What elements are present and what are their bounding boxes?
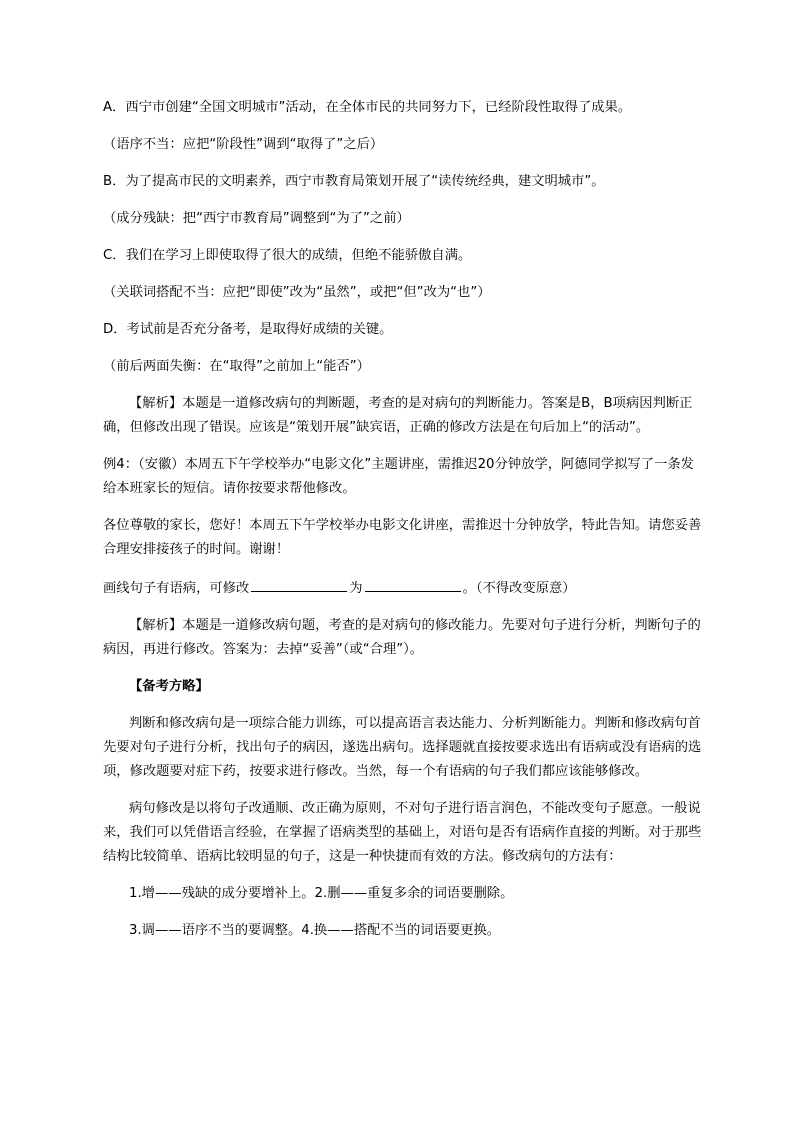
- option-c-note: （关联词搭配不当：应把“即使”改为“虽然”，或把“但”改为“也”）: [103, 285, 491, 300]
- analysis-paragraph-1: 【解析】本题是一道修改病句的判断题，考查的是对病句的判断能力。答案是B，B项病因判断正确，但修改出现了错误。应该是“策划开展”缺宾语，正确的修改方法是在句后加上“的活动”。: [103, 396, 693, 435]
- fill-mid: 为: [349, 581, 363, 596]
- method-line-2: 3.调——语序不当的要调整。4.换——搭配不当的词语要更换。: [129, 923, 501, 938]
- fill-in-line: [103, 575, 704, 601]
- sms-text: 各位尊敬的家长，您好！本周五下午学校举办电影文化讲座，需推迟十分钟放学，特此告知。请您妥善合理安排接孩子的时间。谢谢！: [103, 518, 702, 557]
- example-4-prompt: 例4：（安徽）本周五下午学校举办“电影文化”主题讲座，需推迟20分钟放学，阿德同学拟写了一条发给本班家长的短信。请你按要求帮他修改。: [103, 457, 694, 496]
- strategy-paragraph-1: 判断和修改病句是一项综合能力训练，可以提高语言表达能力、分析判断能力。判断和修改病句首先要对句子进行分析，找出句子的病因，遂选出病句。选择题就直接按要求选出有语病或没有语病的选项，修改题要对症下药，按要求进行修改。当然，每一个有语病的句子我们都应该能够修改。: [103, 716, 702, 779]
- strategy-paragraph-2: 病句修改是以将句子改通顺、改正确为原则，不对句子进行语言润色，不能改变句子愿意。一般说来，我们可以凭借语言经验，在掌握了语病类型的基础上，对语句是否有语病作直接的判断。对于那些结构比较简单、语病比较明显的句子，这是一种快捷而有效的方法。修改病句的方法有：: [103, 801, 702, 864]
- fill-suffix: 。（不得改变原意）: [462, 581, 576, 596]
- option-b-note: （成分残缺：把“西宁市教育局”调整到“为了”之前）: [103, 211, 410, 226]
- option-d: D．考试前是否充分备考，是取得好成绩的关键。: [103, 322, 393, 337]
- answer-blank-2[interactable]: [365, 575, 461, 592]
- fill-prefix: 画线句子有语病，可修改: [103, 581, 250, 596]
- option-a-note: （语序不当：应把“阶段性”调到“取得了”之后）: [103, 137, 384, 152]
- option-a: A．西宁市创建“全国文明城市”活动，在全体市民的共同努力下，已经阶段性取得了成果。: [103, 100, 632, 115]
- answer-blank-1[interactable]: [251, 575, 347, 592]
- analysis-paragraph-2: 【解析】本题是一道修改病句题，考查的是对病句的修改能力。先要对句子进行分析，判断句子的病因，再进行修改。答案为：去掉“妥善”（或“合理”）。: [103, 618, 701, 657]
- method-line-1: 1.增——残缺的成分要增补上。2.删——重复多余的词语要删除。: [129, 886, 514, 901]
- option-b: B．为了提高市民的文明素养，西宁市教育局策划开展了“读传统经典，建文明城市”。: [103, 174, 605, 189]
- option-c: C．我们在学习上即使取得了很大的成绩，但绝不能骄傲自满。: [103, 248, 472, 263]
- strategy-heading: 【备考方略】: [129, 679, 209, 694]
- option-d-note: （前后两面失衡：在“取得”之前加上“能否”）: [103, 359, 370, 374]
